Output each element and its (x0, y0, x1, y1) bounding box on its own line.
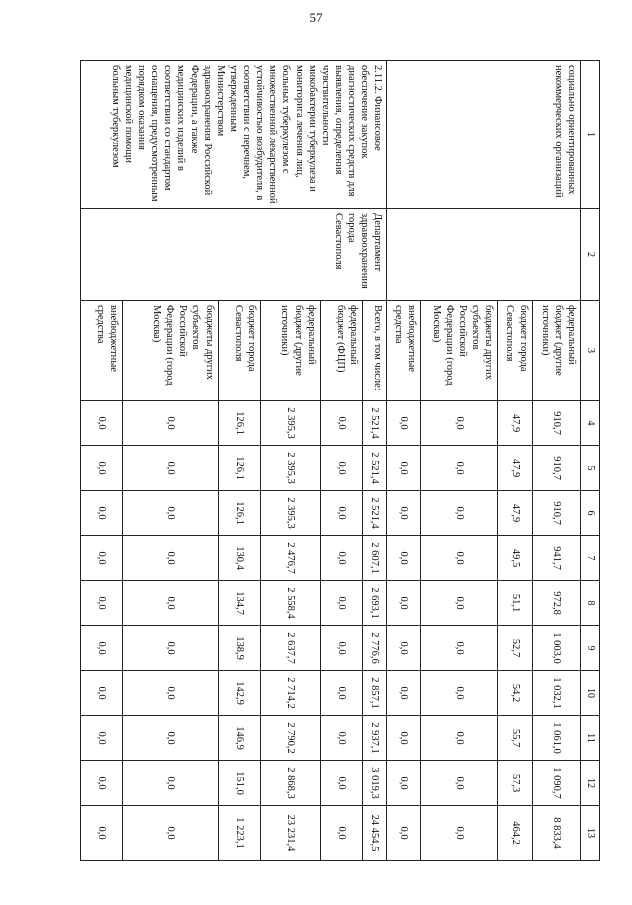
amount-cell: 910,7 (532, 491, 580, 536)
amount-cell: 2 521,4 (362, 491, 386, 536)
amount-cell: 0,0 (320, 401, 362, 446)
amount-cell: 0,0 (320, 446, 362, 491)
amount-cell: 0,0 (81, 761, 123, 806)
activity-description: социально ориентированных некоммерческих организаций (387, 61, 581, 209)
page-number: 57 (309, 10, 323, 25)
amount-cell: 910,7 (532, 446, 580, 491)
amount-cell: 3 019,3 (362, 761, 386, 806)
amount-cell: 0,0 (123, 536, 218, 581)
amount-cell: 0,0 (123, 761, 218, 806)
column-header: 3 (581, 301, 600, 401)
amount-cell: 146,9 (218, 716, 260, 761)
funding-source: бюджет города Севастополя (498, 301, 532, 401)
amount-cell: 0,0 (81, 806, 123, 861)
amount-cell: 54,2 (498, 671, 532, 716)
amount-cell: 2 868,3 (260, 761, 320, 806)
column-header: 12 (581, 761, 600, 806)
header-row (581, 61, 600, 861)
amount-cell: 47,9 (498, 491, 532, 536)
amount-cell: 972,8 (532, 581, 580, 626)
amount-cell: 51,1 (498, 581, 532, 626)
responsible-executor (387, 209, 581, 301)
column-header: 8 (581, 581, 600, 626)
amount-cell: 0,0 (421, 401, 498, 446)
amount-cell: 0,0 (320, 626, 362, 671)
column-header: 5 (581, 446, 600, 491)
activity-description: 2.11.2. Финансовое обеспечение закупок диагностических средств для выявления, определения чувствительности микобактерии туберкулеза и мониторига лечения лиц, больных туберкулезом с множественной лекарственной устойчивостью возбудителя, в соответствии с перечнем, утвержденным Министерством здравоохранения Российской Федерации, а также медицинских изделий в соответствии со стандартом оснащения, предусмотренным порядком оказания медицинской помощи больным туберкулезом (81, 61, 387, 209)
amount-cell: 0,0 (320, 716, 362, 761)
amount-cell: 126,1 (218, 401, 260, 446)
amount-cell: 0,0 (81, 581, 123, 626)
amount-cell: 0,0 (123, 446, 218, 491)
amount-cell: 2 395,3 (260, 401, 320, 446)
amount-cell: 0,0 (81, 626, 123, 671)
amount-cell: 0,0 (123, 716, 218, 761)
amount-cell: 0,0 (81, 401, 123, 446)
funding-source: бюджеты других субъектов Российской Федерации (город Москва) (123, 301, 218, 401)
amount-cell: 0,0 (123, 671, 218, 716)
amount-cell: 8 833,4 (532, 806, 580, 861)
amount-cell: 23 231,4 (260, 806, 320, 861)
funding-source: бюджеты других субъектов Российской Федерации (город Москва) (421, 301, 498, 401)
amount-cell: 0,0 (387, 536, 421, 581)
amount-cell: 151,0 (218, 761, 260, 806)
amount-cell: 0,0 (81, 671, 123, 716)
amount-cell: 49,5 (498, 536, 532, 581)
amount-cell: 47,9 (498, 446, 532, 491)
amount-cell: 0,0 (123, 491, 218, 536)
budget-table (80, 60, 600, 861)
rotated-table-container (80, 60, 600, 860)
amount-cell: 941,7 (532, 536, 580, 581)
amount-cell: 0,0 (421, 761, 498, 806)
amount-cell: 0,0 (421, 446, 498, 491)
funding-source: федеральный бюджет (другие источники) (532, 301, 580, 401)
amount-cell: 2 395,3 (260, 446, 320, 491)
column-header: 9 (581, 626, 600, 671)
amount-cell: 0,0 (387, 716, 421, 761)
amount-cell: 0,0 (387, 626, 421, 671)
amount-cell: 0,0 (387, 401, 421, 446)
amount-cell: 24 454,5 (362, 806, 386, 861)
amount-cell: 126,1 (218, 446, 260, 491)
funding-source: бюджет города Севастополя (218, 301, 260, 401)
amount-cell: 0,0 (421, 491, 498, 536)
amount-cell: 52,7 (498, 626, 532, 671)
amount-cell: 1 003,0 (532, 626, 580, 671)
table-row (532, 61, 580, 861)
amount-cell: 2 937,1 (362, 716, 386, 761)
amount-cell: 0,0 (387, 446, 421, 491)
amount-cell: 0,0 (320, 671, 362, 716)
funding-source: федеральный бюджет (другие источники) (260, 301, 320, 401)
amount-cell: 1 061,0 (532, 716, 580, 761)
amount-cell: 2 790,2 (260, 716, 320, 761)
amount-cell: 0,0 (320, 806, 362, 861)
amount-cell: 2 521,4 (362, 401, 386, 446)
column-header: 11 (581, 716, 600, 761)
amount-cell: 0,0 (81, 536, 123, 581)
amount-cell: 0,0 (421, 626, 498, 671)
amount-cell: 0,0 (320, 761, 362, 806)
amount-cell: 0,0 (123, 806, 218, 861)
amount-cell: 2 521,4 (362, 446, 386, 491)
amount-cell: 0,0 (81, 716, 123, 761)
amount-cell: 2 693,1 (362, 581, 386, 626)
column-header: 4 (581, 401, 600, 446)
amount-cell: 0,0 (320, 581, 362, 626)
amount-cell: 0,0 (123, 581, 218, 626)
amount-cell: 1 223,1 (218, 806, 260, 861)
amount-cell: 2 476,7 (260, 536, 320, 581)
amount-cell: 0,0 (123, 401, 218, 446)
amount-cell: 0,0 (320, 491, 362, 536)
column-header: 13 (581, 806, 600, 861)
amount-cell: 0,0 (387, 761, 421, 806)
amount-cell: 0,0 (81, 446, 123, 491)
amount-cell: 0,0 (81, 491, 123, 536)
amount-cell: 138,9 (218, 626, 260, 671)
amount-cell: 0,0 (387, 671, 421, 716)
amount-cell: 1 032,1 (532, 671, 580, 716)
amount-cell: 2 714,2 (260, 671, 320, 716)
amount-cell: 0,0 (320, 536, 362, 581)
amount-cell: 0,0 (387, 581, 421, 626)
amount-cell: 2 558,4 (260, 581, 320, 626)
column-header: 10 (581, 671, 600, 716)
amount-cell: 0,0 (123, 626, 218, 671)
column-header: 2 (581, 209, 600, 301)
amount-cell: 2 637,7 (260, 626, 320, 671)
amount-cell: 2 395,3 (260, 491, 320, 536)
amount-cell: 134,7 (218, 581, 260, 626)
amount-cell: 464,2 (498, 806, 532, 861)
amount-cell: 2 607,1 (362, 536, 386, 581)
amount-cell: 910,7 (532, 401, 580, 446)
column-header: 6 (581, 491, 600, 536)
amount-cell: 0,0 (421, 671, 498, 716)
amount-cell: 55,7 (498, 716, 532, 761)
amount-cell: 57,3 (498, 761, 532, 806)
amount-cell: 47,9 (498, 401, 532, 446)
funding-source: федеральный бюджет (ФЦП) (320, 301, 362, 401)
amount-cell: 0,0 (421, 716, 498, 761)
column-header: 1 (581, 61, 600, 209)
amount-cell: 0,0 (421, 536, 498, 581)
amount-cell: 130,4 (218, 536, 260, 581)
responsible-executor: Департамент здравоохранения города Севастополя (81, 209, 387, 301)
amount-cell: 1 090,7 (532, 761, 580, 806)
amount-cell: 0,0 (387, 806, 421, 861)
amount-cell: 2 776,6 (362, 626, 386, 671)
funding-source: внебюджетные средства (387, 301, 421, 401)
amount-cell: 126,1 (218, 491, 260, 536)
amount-cell: 0,0 (421, 806, 498, 861)
amount-cell: 0,0 (421, 581, 498, 626)
amount-cell: 2 857,1 (362, 671, 386, 716)
funding-source: Всего, в том числе: (362, 301, 386, 401)
table-row (362, 61, 386, 861)
amount-cell: 142,9 (218, 671, 260, 716)
amount-cell: 0,0 (387, 491, 421, 536)
column-header: 7 (581, 536, 600, 581)
funding-source: внебюджетные средства (81, 301, 123, 401)
